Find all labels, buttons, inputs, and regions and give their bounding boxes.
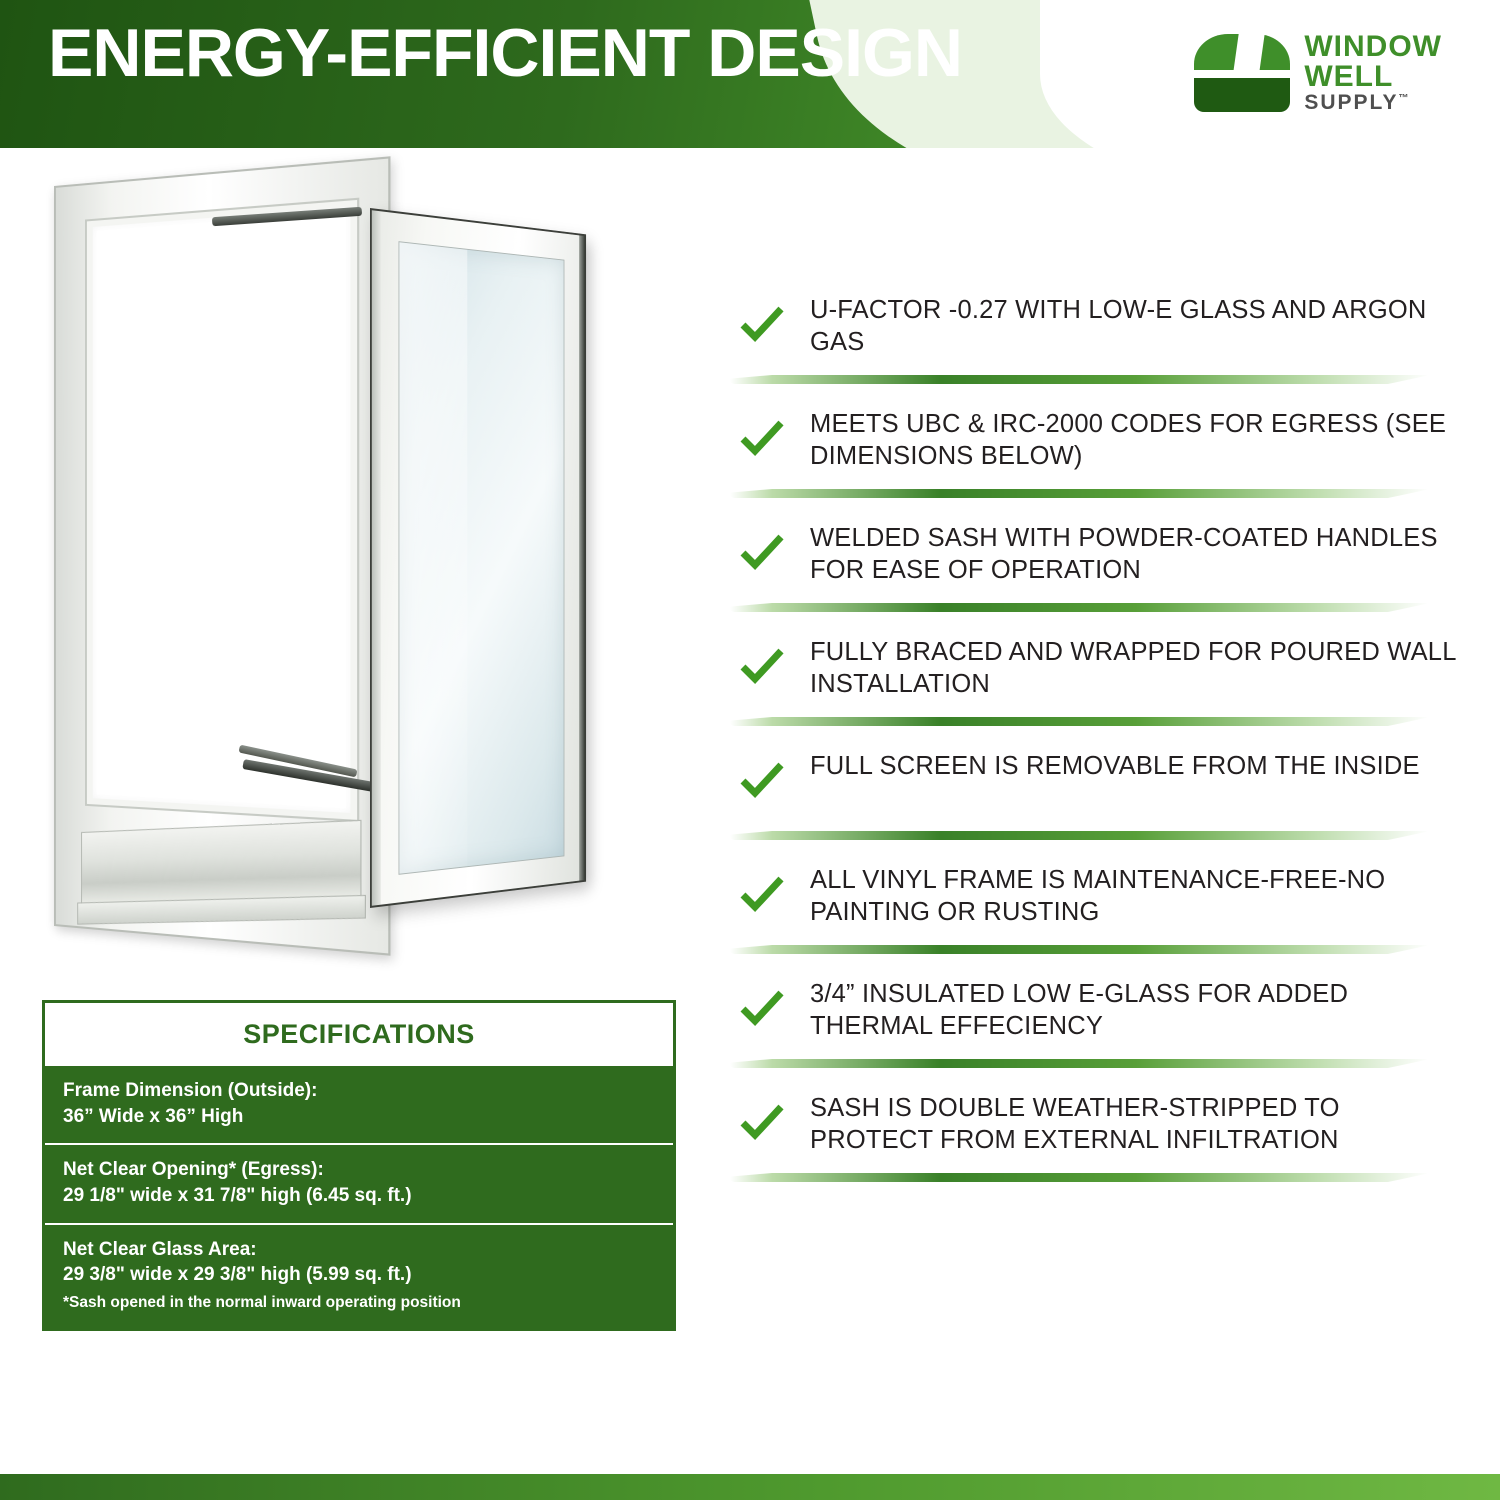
logo-line-3 (1304, 92, 1442, 113)
window-logo-icon (1194, 34, 1290, 112)
feature-text: MEETS UBC & IRC-2000 CODES FOR EGRESS (SEE DIMENSIONS BELOW) (810, 410, 1447, 471)
feature-divider (730, 945, 1430, 954)
green-check-icon (740, 760, 784, 804)
green-check-icon (740, 874, 784, 918)
sash-glass-panel (398, 241, 564, 875)
spec-value: 29 1/8" wide x 31 7/8" high (6.45 sq. ft.) (63, 1184, 412, 1206)
list-item (730, 404, 1460, 500)
glass-sheen (399, 242, 467, 873)
footer-accent-bar (0, 1474, 1500, 1500)
green-check-icon (740, 304, 784, 348)
list-item (730, 974, 1460, 1070)
list-item (730, 1088, 1460, 1184)
spec-value: 29 3/8" wide x 29 3/8" high (5.99 sq. ft.) (63, 1264, 412, 1286)
spec-value: 36” Wide x 36” High (63, 1105, 244, 1127)
page-title: ENERGY-EFFICIENT DESIGN (48, 15, 962, 91)
feature-text: WELDED SASH WITH POWDER-COATED HANDLES FOR EASE OF OPERATION (810, 524, 1438, 585)
spec-label: Frame Dimension (Outside): (63, 1080, 318, 1101)
spec-footnote: *Sash opened in the normal inward operating position (63, 1293, 461, 1311)
list-item (730, 518, 1460, 614)
specifications-table (42, 1000, 676, 1331)
feature-list (730, 290, 1460, 1202)
spec-label: Net Clear Glass Area: (63, 1238, 257, 1260)
feature-text: 3/4” INSULATED LOW E-GLASS FOR ADDED THERMAL EFFECIENCY (810, 980, 1349, 1041)
trademark-symbol: ™ (1398, 93, 1411, 104)
spec-row-net-clear-opening (45, 1143, 673, 1222)
green-check-icon (740, 532, 784, 576)
feature-divider (730, 1173, 1430, 1182)
feature-text: SASH IS DOUBLE WEATHER-STRIPPED TO PROTECT FROM EXTERNAL INFILTRATION (810, 1094, 1340, 1155)
window-frame-inner (85, 198, 359, 822)
feature-text: ALL VINYL FRAME IS MAINTENANCE-FREE-NO PAINTING OR RUSTING (810, 866, 1386, 927)
brand-logo (1194, 32, 1442, 113)
green-check-icon (740, 646, 784, 690)
list-item (730, 746, 1460, 842)
logo-line-2: WELL (1304, 60, 1394, 93)
feature-divider (730, 603, 1430, 612)
logo-line-1: WINDOW (1304, 30, 1442, 63)
feature-divider (730, 1059, 1430, 1068)
feature-divider (730, 375, 1430, 384)
feature-text: FULL SCREEN IS REMOVABLE FROM THE INSIDE (810, 752, 1420, 780)
feature-text: U-FACTOR -0.27 WITH LOW-E GLASS AND ARGON GAS (810, 296, 1427, 357)
spec-row-frame-dimension (45, 1064, 673, 1143)
logo-line-3-text: SUPPLY (1304, 91, 1399, 114)
list-item (730, 860, 1460, 956)
feature-divider (730, 717, 1430, 726)
feature-divider (730, 831, 1430, 840)
spec-row-net-clear-glass-area (45, 1223, 673, 1328)
window-sash (370, 208, 586, 908)
sash-hinge-bar (372, 210, 381, 906)
brand-logo-text (1304, 32, 1442, 113)
green-check-icon (740, 988, 784, 1032)
spec-label: Net Clear Opening* (Egress): (63, 1159, 324, 1181)
green-check-icon (740, 1102, 784, 1146)
window-sill (81, 820, 361, 907)
feature-text: FULLY BRACED AND WRAPPED FOR POURED WALL INSTALLATION (810, 638, 1456, 699)
green-check-icon (740, 418, 784, 462)
egress-window-open-sash-illustration (42, 172, 702, 962)
sash-outer-edge (579, 235, 585, 880)
specifications-title: SPECIFICATIONS (243, 1019, 475, 1049)
feature-divider (730, 489, 1430, 498)
list-item (730, 632, 1460, 728)
window-frame-outer (54, 156, 390, 956)
list-item (730, 290, 1460, 386)
window-opening (97, 212, 346, 809)
